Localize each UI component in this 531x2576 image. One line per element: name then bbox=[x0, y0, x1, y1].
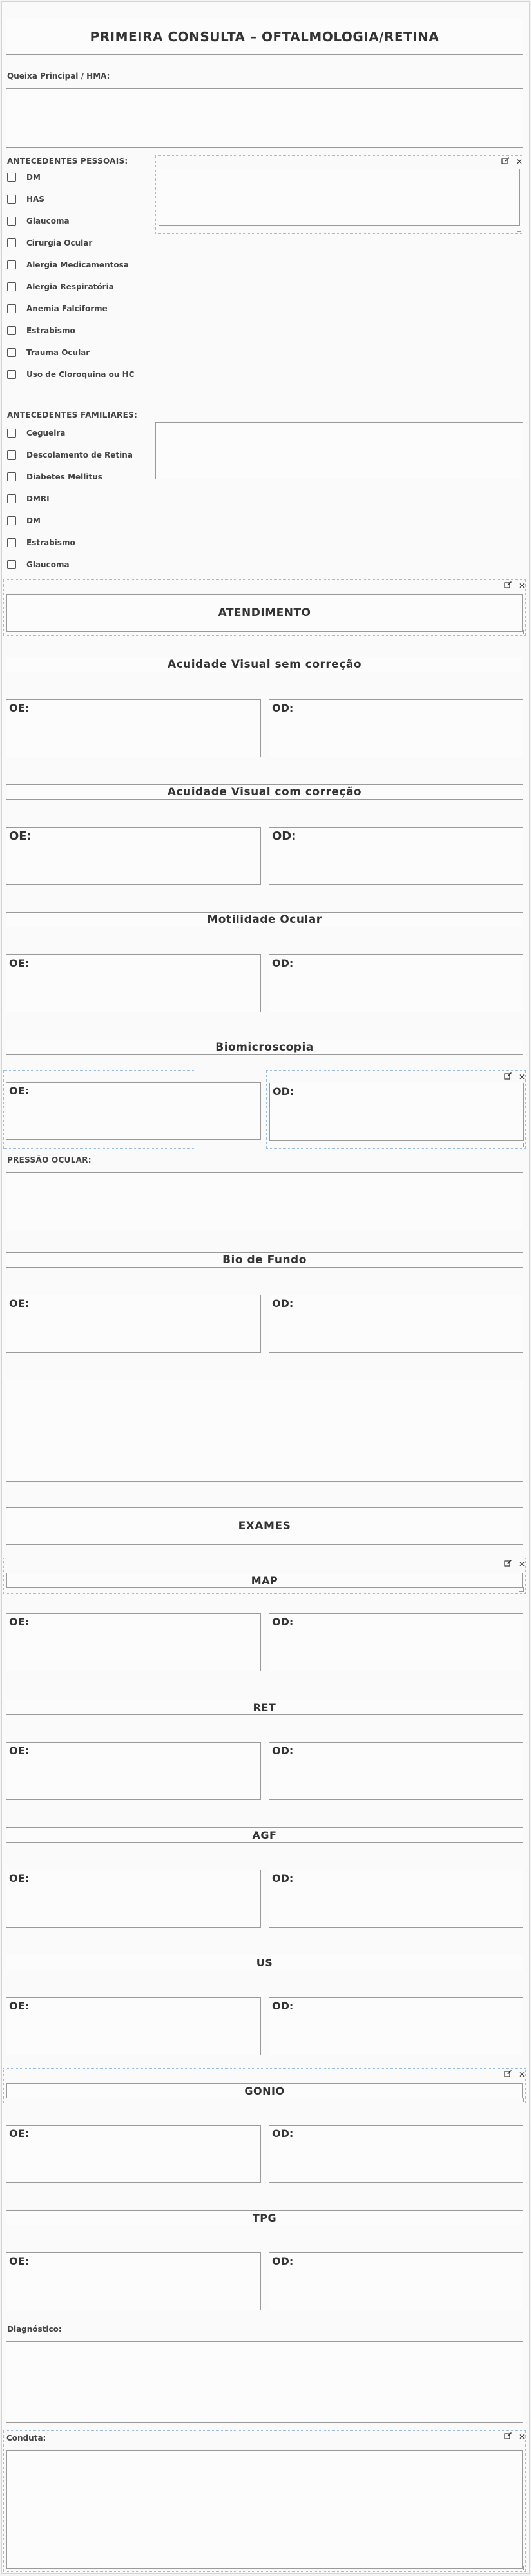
checkbox-label: Cegueira bbox=[26, 429, 66, 438]
selected-widget[interactable] bbox=[3, 1558, 526, 1594]
oe-label: OE: bbox=[9, 1872, 29, 1884]
atendimento-title bbox=[6, 594, 523, 632]
checkbox[interactable] bbox=[7, 560, 16, 569]
pressao-label: PRESSÃO OCULAR: bbox=[7, 1156, 92, 1165]
biomicroscopia-oe-field[interactable] bbox=[6, 1082, 261, 1140]
checkbox[interactable] bbox=[7, 326, 16, 335]
antecedentes-pessoais-list bbox=[7, 171, 134, 381]
fundo-notes-textarea[interactable] bbox=[6, 1380, 523, 1482]
checkbox-label: DMRI bbox=[26, 494, 50, 503]
widget-controls bbox=[501, 157, 523, 167]
ret-oe-field[interactable] bbox=[6, 1742, 261, 1800]
checkbox-row[interactable] bbox=[7, 346, 134, 359]
selected-widget[interactable] bbox=[3, 2430, 526, 2572]
od-label: OD: bbox=[272, 2000, 294, 2012]
close-icon[interactable]: ✕ bbox=[518, 581, 525, 590]
conduta-textarea[interactable] bbox=[6, 2450, 523, 2569]
checkbox-label: Estrabismo bbox=[26, 538, 75, 547]
checkbox[interactable] bbox=[7, 282, 16, 291]
selected-widget[interactable] bbox=[155, 155, 523, 234]
od-label: OD: bbox=[272, 1297, 294, 1310]
checkbox-row[interactable] bbox=[7, 302, 134, 315]
tpg-od-field[interactable] bbox=[269, 2252, 523, 2310]
biomicroscopia-od-field[interactable] bbox=[269, 1083, 524, 1141]
us-title-text: US bbox=[256, 1956, 273, 1969]
gonio-title bbox=[6, 2083, 523, 2098]
motilidade-title bbox=[6, 912, 523, 927]
agf-oe-field[interactable] bbox=[6, 1870, 261, 1928]
atendimento-title-text: ATENDIMENTO bbox=[218, 606, 311, 619]
av-com-title bbox=[6, 784, 523, 800]
av-com-od-field[interactable] bbox=[269, 827, 523, 885]
edit-icon[interactable] bbox=[504, 2432, 512, 2442]
od-label: OD: bbox=[272, 1872, 294, 1884]
checkbox-label: Estrabismo bbox=[26, 326, 75, 335]
checkbox-label: Uso de Cloroquina ou HC bbox=[26, 370, 135, 379]
checkbox[interactable] bbox=[7, 260, 16, 269]
od-label: OD: bbox=[272, 2255, 294, 2267]
checkbox-label: Cirurgia Ocular bbox=[26, 238, 93, 247]
gonio-title-text: GONIO bbox=[244, 2084, 285, 2097]
checkbox[interactable] bbox=[7, 238, 16, 247]
checkbox-row[interactable] bbox=[7, 324, 134, 337]
checkbox[interactable] bbox=[7, 472, 16, 481]
edit-icon[interactable] bbox=[504, 1559, 512, 1569]
checkbox[interactable] bbox=[7, 195, 16, 204]
checkbox-row[interactable] bbox=[7, 280, 134, 293]
checkbox[interactable] bbox=[7, 217, 16, 226]
resize-handle[interactable] bbox=[519, 2098, 524, 2102]
av-sem-od-field[interactable] bbox=[269, 699, 523, 757]
antecedentes-familiares-textarea[interactable] bbox=[155, 422, 523, 479]
checkbox[interactable] bbox=[7, 450, 16, 460]
antecedentes-pessoais-textarea[interactable] bbox=[159, 169, 520, 226]
antecedentes-familiares-label: ANTECEDENTES FAMILIARES: bbox=[7, 411, 138, 420]
map-title bbox=[6, 1573, 523, 1588]
av-sem-title bbox=[6, 657, 523, 672]
page-title-text: PRIMEIRA CONSULTA – OFTALMOLOGIA/RETINA bbox=[90, 29, 439, 44]
motilidade-od-field[interactable] bbox=[269, 954, 523, 1012]
map-oe-field[interactable] bbox=[6, 1613, 261, 1671]
tpg-oe-field[interactable] bbox=[6, 2252, 261, 2310]
checkbox-label: Alergia Respiratória bbox=[26, 282, 114, 291]
av-sem-oe-field[interactable] bbox=[6, 699, 261, 757]
oe-label: OE: bbox=[9, 2000, 29, 2012]
resize-handle[interactable] bbox=[519, 630, 524, 634]
checkbox[interactable] bbox=[7, 516, 16, 525]
checkbox-label: Glaucoma bbox=[26, 217, 70, 226]
od-label: OD: bbox=[272, 702, 294, 714]
tpg-title-text: TPG bbox=[252, 2211, 277, 2224]
close-icon[interactable]: ✕ bbox=[518, 1072, 525, 1081]
fundo-title-text: Bio de Fundo bbox=[222, 1254, 307, 1266]
oe-label: OE: bbox=[9, 1745, 29, 1757]
checkbox-row[interactable] bbox=[7, 449, 133, 461]
close-icon[interactable]: ✕ bbox=[516, 157, 523, 166]
us-title bbox=[6, 1955, 523, 1970]
resize-handle[interactable] bbox=[519, 1587, 524, 1592]
checkbox-row[interactable] bbox=[7, 237, 134, 249]
checkbox[interactable] bbox=[7, 494, 16, 503]
od-label: OD: bbox=[273, 1085, 294, 1098]
checkbox-row[interactable] bbox=[7, 514, 133, 527]
selected-widget[interactable] bbox=[266, 1070, 526, 1149]
av-com-title-text: Acuidade Visual com correção bbox=[167, 786, 362, 799]
conduta-label: Conduta: bbox=[6, 2434, 46, 2443]
od-label: OD: bbox=[272, 829, 296, 843]
ret-title-text: RET bbox=[253, 1701, 276, 1714]
edit-icon[interactable] bbox=[501, 157, 510, 167]
checkbox-label: DM bbox=[26, 173, 41, 182]
checkbox[interactable] bbox=[7, 173, 16, 182]
gonio-oe-field[interactable] bbox=[6, 2125, 261, 2183]
edit-icon[interactable] bbox=[504, 2069, 512, 2080]
od-label: OD: bbox=[272, 2127, 294, 2140]
checkbox[interactable] bbox=[7, 304, 16, 313]
fundo-od-field[interactable] bbox=[269, 1295, 523, 1353]
widget-controls bbox=[504, 2069, 525, 2080]
av-com-oe-field[interactable] bbox=[6, 827, 261, 885]
checkbox[interactable] bbox=[7, 348, 16, 357]
tpg-title bbox=[6, 2210, 523, 2225]
edit-icon[interactable] bbox=[504, 1072, 512, 1082]
close-icon[interactable]: ✕ bbox=[518, 2070, 525, 2079]
checkbox-row[interactable] bbox=[7, 470, 133, 483]
checkbox-label: Trauma Ocular bbox=[26, 348, 90, 357]
biomicroscopia-title-text: Biomicroscopia bbox=[215, 1041, 314, 1054]
checkbox-label: Diabetes Mellitus bbox=[26, 472, 102, 481]
fundo-oe-field[interactable] bbox=[6, 1295, 261, 1353]
close-icon[interactable]: ✕ bbox=[518, 2432, 525, 2441]
widget-controls bbox=[504, 581, 525, 591]
us-oe-field[interactable] bbox=[6, 1997, 261, 2055]
form-page bbox=[1, 1, 530, 2574]
resize-handle[interactable] bbox=[517, 228, 521, 232]
widget-controls bbox=[504, 1072, 525, 1082]
checkbox-row[interactable] bbox=[7, 368, 134, 381]
motilidade-oe-field[interactable] bbox=[6, 954, 261, 1012]
checkbox-row[interactable] bbox=[7, 193, 134, 206]
checkbox-row[interactable] bbox=[7, 558, 133, 571]
ret-od-field[interactable] bbox=[269, 1742, 523, 1800]
oe-label: OE: bbox=[9, 829, 32, 843]
antecedentes-familiares-list bbox=[7, 427, 133, 571]
motilidade-title-text: Motilidade Ocular bbox=[207, 913, 322, 926]
resize-handle[interactable] bbox=[519, 2566, 524, 2570]
map-title-text: MAP bbox=[251, 1574, 278, 1587]
oe-label: OE: bbox=[9, 1616, 29, 1628]
pressao-textarea[interactable] bbox=[6, 1172, 523, 1230]
us-od-field[interactable] bbox=[269, 1997, 523, 2055]
queixa-label: Queixa Principal / HMA: bbox=[7, 72, 110, 81]
exames-title bbox=[6, 1507, 523, 1545]
oe-label: OE: bbox=[9, 702, 29, 714]
checkbox-label: Alergia Medicamentosa bbox=[26, 260, 129, 269]
ret-title bbox=[6, 1700, 523, 1715]
checkbox-row[interactable] bbox=[7, 215, 134, 228]
edit-icon[interactable] bbox=[504, 581, 512, 591]
oe-label: OE: bbox=[9, 2127, 29, 2140]
queixa-textarea[interactable] bbox=[6, 88, 523, 148]
checkbox-row[interactable] bbox=[7, 171, 134, 184]
diagnostico-textarea[interactable] bbox=[6, 2341, 523, 2423]
checkbox-label: Anemia Falciforme bbox=[26, 304, 108, 313]
od-label: OD: bbox=[272, 1616, 294, 1628]
resize-handle[interactable] bbox=[519, 1143, 524, 1147]
diagnostico-label: Diagnóstico: bbox=[7, 2325, 62, 2334]
oe-label: OE: bbox=[9, 1297, 29, 1310]
oe-label: OE: bbox=[9, 2255, 29, 2267]
agf-title bbox=[6, 1827, 523, 1843]
widget-controls bbox=[504, 2432, 525, 2442]
map-od-field[interactable] bbox=[269, 1613, 523, 1671]
widget-controls bbox=[504, 1559, 525, 1569]
checkbox-label: Glaucoma bbox=[26, 560, 70, 569]
checkbox[interactable] bbox=[7, 429, 16, 438]
oe-label: OE: bbox=[9, 1085, 29, 1097]
checkbox-row[interactable] bbox=[7, 258, 134, 271]
checkbox[interactable] bbox=[7, 370, 16, 379]
oe-label: OE: bbox=[9, 957, 29, 969]
checkbox-row[interactable] bbox=[7, 427, 133, 440]
checkbox-label: HAS bbox=[26, 195, 44, 204]
fundo-title bbox=[6, 1252, 523, 1268]
checkbox-label: Descolamento de Retina bbox=[26, 450, 133, 460]
exames-title-text: EXAMES bbox=[238, 1520, 291, 1533]
page-title bbox=[6, 19, 523, 55]
selected-widget[interactable] bbox=[3, 2068, 526, 2104]
checkbox-row[interactable] bbox=[7, 536, 133, 549]
agf-title-text: AGF bbox=[252, 1828, 277, 1841]
checkbox[interactable] bbox=[7, 538, 16, 547]
biomicroscopia-title bbox=[6, 1040, 523, 1055]
agf-od-field[interactable] bbox=[269, 1870, 523, 1928]
od-label: OD: bbox=[272, 957, 294, 969]
gonio-od-field[interactable] bbox=[269, 2125, 523, 2183]
checkbox-label: DM bbox=[26, 516, 41, 525]
od-label: OD: bbox=[272, 1745, 294, 1757]
checkbox-row[interactable] bbox=[7, 492, 133, 505]
av-sem-title-text: Acuidade Visual sem correção bbox=[167, 658, 362, 671]
antecedentes-pessoais-label: ANTECEDENTES PESSOAIS: bbox=[7, 157, 128, 166]
selected-widget[interactable] bbox=[3, 579, 526, 636]
close-icon[interactable]: ✕ bbox=[518, 1560, 525, 1569]
